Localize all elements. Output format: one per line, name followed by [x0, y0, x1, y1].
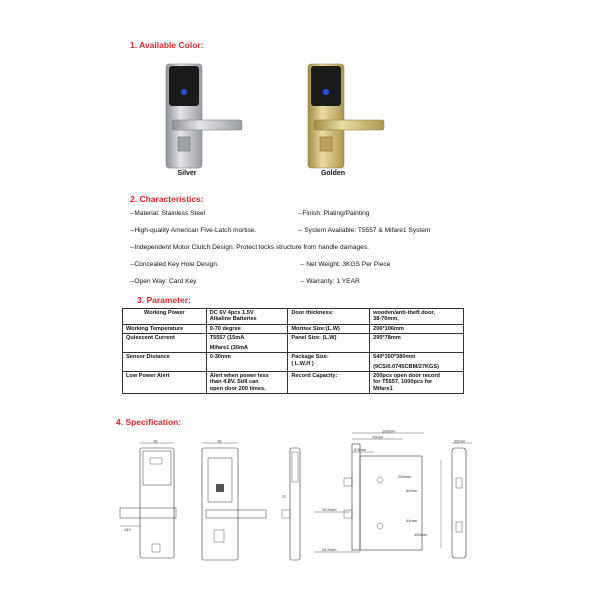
param-value: wooden/anti-theft door, 38-70mm,	[370, 309, 464, 325]
param-key: Record Capacity:	[288, 371, 370, 393]
param-key: Working Temperature	[123, 324, 207, 333]
param-key: Package Size: ( L.W.H )	[288, 353, 370, 372]
back-view-drawing	[188, 440, 268, 565]
silver-lock-image	[152, 62, 242, 170]
param-value: 540*350*380mm (9CS/0.0745CBM/27KGS)	[370, 353, 464, 372]
param-value: 200pcs open door record for T5557, 1000pcs for Mifare1	[370, 371, 464, 393]
char-mortise: --High-quality American Five-Latch mortise.	[130, 227, 257, 234]
svg-text:106mm: 106mm	[382, 428, 396, 434]
table-row	[123, 353, 464, 372]
svg-text:200mm: 200mm	[398, 474, 412, 479]
svg-text:24.5mm: 24.5mm	[322, 547, 337, 552]
param-key: Working Power	[123, 309, 207, 325]
side-view-drawing	[282, 440, 312, 565]
svg-text:78: 78	[217, 438, 222, 444]
svg-text:70mm: 70mm	[372, 434, 384, 440]
strike-plate-drawing	[436, 440, 476, 565]
svg-text:78: 78	[153, 438, 158, 444]
svg-text:60mm: 60mm	[406, 488, 418, 493]
param-key: Quiescent Current	[123, 334, 207, 353]
svg-text:27: 27	[282, 494, 287, 499]
golden-label: Golden	[320, 170, 346, 177]
parameter-heading: 3. Parameter:	[137, 295, 191, 305]
char-system: -- System Available: T5557 & Mifare1 System	[298, 227, 431, 234]
svg-text:44mm: 44mm	[406, 518, 418, 523]
param-value: 295*78mm	[370, 334, 464, 353]
param-value: 0-30mm	[206, 353, 288, 372]
char-finish: --Finish: Plating/Painting	[298, 210, 370, 217]
param-key: Low Power Alert	[123, 371, 207, 393]
param-key: Mortise Size:(L.W)	[288, 324, 370, 333]
mortise-drawing	[314, 430, 426, 565]
param-value: DC 6V 4pcs 1.5V Alkaline Batteries	[206, 309, 288, 325]
char-weight: -- Net Weight: 3KGS Per Piece	[300, 261, 391, 268]
char-keyhole: --Concealed Key Hole Design.	[130, 261, 219, 268]
parameter-table	[122, 308, 464, 394]
svg-text:19.5mm: 19.5mm	[322, 507, 337, 512]
char-warranty: -- Warranty: 1 YEAR	[300, 278, 360, 285]
table-row	[123, 324, 464, 333]
param-value: Alert when power less than 4.8V. Still can open door 200 times.	[206, 371, 288, 393]
svg-text:140: 140	[124, 527, 131, 532]
front-view-drawing	[120, 440, 180, 565]
param-value: 206*106mm	[370, 324, 464, 333]
param-key: Door thickness:	[288, 309, 370, 325]
char-material: --Material: Stainless Steel	[130, 210, 206, 217]
table-row	[123, 309, 464, 325]
char-motor: --Independent Motor Clutch Design. Protect locks structure from handle damages.	[130, 244, 369, 251]
svg-text:150mm: 150mm	[414, 532, 428, 537]
param-key: Sensor Distance	[123, 353, 207, 372]
param-value: T5557 (15mA Mifare1 (30mA	[206, 334, 288, 353]
specification-heading: 4. Specification:	[116, 417, 182, 427]
svg-text:25mm: 25mm	[454, 438, 466, 444]
param-key: Panel Size: (L.W)	[288, 334, 370, 353]
available-color-heading: 1. Available Color:	[130, 40, 204, 50]
svg-text:8.5mm: 8.5mm	[354, 447, 367, 453]
golden-lock-image	[294, 62, 384, 170]
param-value: 0-70 degree	[206, 324, 288, 333]
char-open-way: --Open Way: Card Key	[130, 278, 197, 285]
characteristics-heading: 2. Characteristics:	[130, 194, 204, 204]
silver-label: Silver	[177, 170, 197, 177]
table-row	[123, 334, 464, 353]
table-row	[123, 371, 464, 393]
